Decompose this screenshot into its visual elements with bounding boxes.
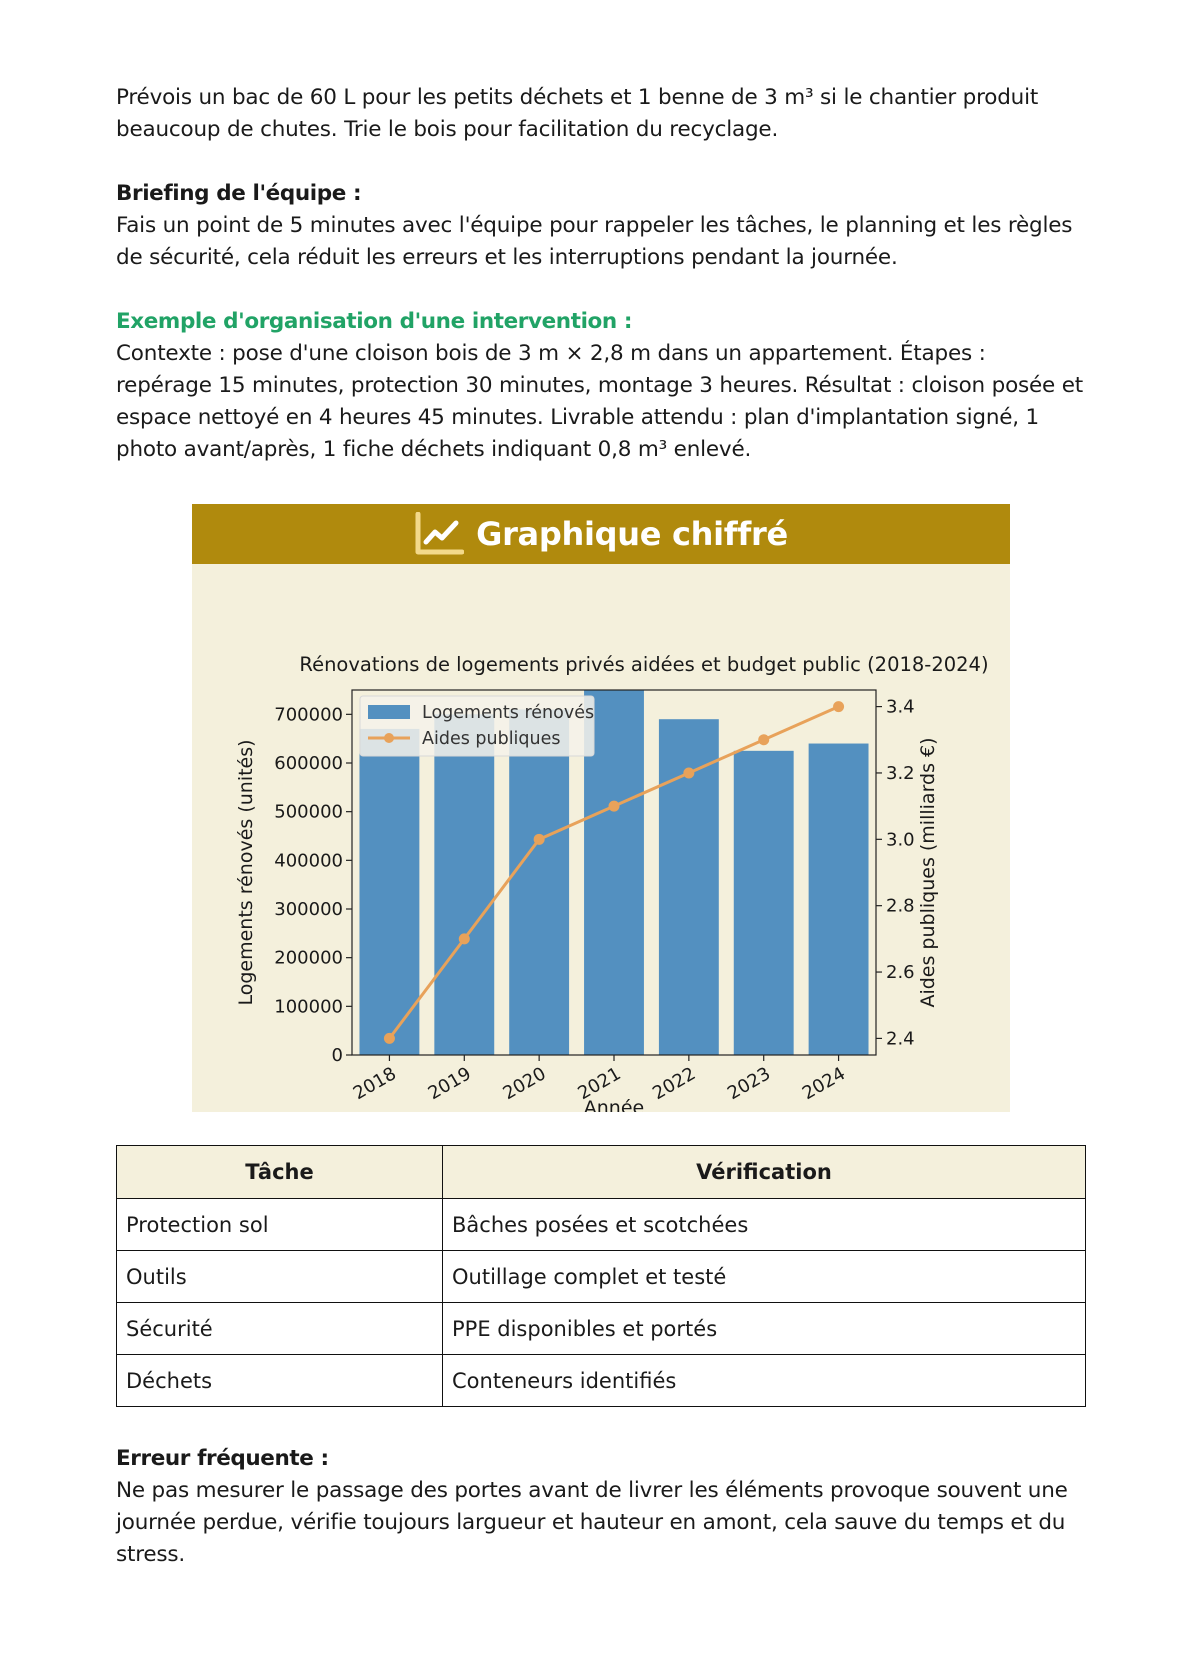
legend-swatch-bars bbox=[368, 705, 410, 719]
y2-tick-label: 3.2 bbox=[886, 762, 915, 784]
bar-2019 bbox=[434, 714, 494, 1055]
example-title: Exemple d'organisation d'une intervention : bbox=[116, 309, 633, 334]
point-2021 bbox=[609, 801, 620, 812]
table-cell-verification: Conteneurs identifiés bbox=[443, 1355, 1086, 1407]
table-row bbox=[117, 1251, 1086, 1303]
point-2022 bbox=[683, 767, 694, 778]
x-axis-label: Année bbox=[583, 1097, 645, 1112]
briefing-text: Fais un point de 5 minutes avec l'équipe pour rappeler les tâches, le planning et les règles de sécurité, cela réduit les erreurs et les interruptions pendant la journée. bbox=[116, 213, 1073, 270]
y2-tick-label: 2.6 bbox=[886, 962, 915, 984]
legend-label-line: Aides publiques bbox=[422, 729, 561, 749]
line-chart-icon bbox=[414, 512, 464, 556]
table-cell-verification: Outillage complet et testé bbox=[443, 1251, 1086, 1303]
table-cell-task: Protection sol bbox=[117, 1199, 443, 1251]
y-axis-label: Logements rénovés (unités) bbox=[235, 739, 257, 1006]
chart-title: Rénovations de logements privés aidées et budget public (2018-2024) bbox=[299, 653, 989, 676]
y-tick-label: 400000 bbox=[274, 850, 343, 872]
table-cell-task: Sécurité bbox=[117, 1303, 443, 1355]
table-header-verification: Vérification bbox=[443, 1146, 1086, 1199]
briefing-title: Briefing de l'équipe : bbox=[116, 181, 362, 206]
point-2024 bbox=[833, 701, 844, 712]
bar-2024 bbox=[809, 744, 869, 1055]
legend-swatch-marker bbox=[384, 733, 394, 743]
y2-tick-label: 2.4 bbox=[886, 1028, 915, 1050]
y-tick-label: 0 bbox=[331, 1045, 343, 1066]
error-title: Erreur fréquente : bbox=[116, 1446, 329, 1471]
chart-header-title: Graphique chiffré bbox=[476, 515, 788, 553]
y-tick-label: 300000 bbox=[274, 899, 343, 920]
chart-panel bbox=[192, 504, 1010, 1112]
table-cell-task: Déchets bbox=[117, 1355, 443, 1407]
chart bbox=[192, 564, 1010, 1112]
y2-tick-label: 3.0 bbox=[886, 829, 915, 851]
intro-paragraph: Prévois un bac de 60 L pour les petits déchets et 1 benne de 3 m³ si le chantier produit beaucoup de chutes. Trie le bois pour facilitation du recyclage. bbox=[116, 85, 1039, 142]
checklist-table bbox=[116, 1145, 1086, 1407]
table-row bbox=[117, 1303, 1086, 1355]
y2-tick-label: 2.8 bbox=[886, 895, 915, 917]
y2-tick-label: 3.4 bbox=[886, 696, 915, 718]
x-tick-label: 2024 bbox=[798, 1063, 850, 1105]
bar-2020 bbox=[509, 709, 569, 1055]
x-tick-label: 2020 bbox=[499, 1063, 550, 1105]
y-tick-label: 100000 bbox=[274, 996, 343, 1018]
bar-2018 bbox=[359, 729, 419, 1055]
legend-label-bars: Logements rénovés bbox=[422, 703, 595, 723]
error-section bbox=[116, 1443, 1086, 1571]
x-tick-label: 2022 bbox=[649, 1063, 700, 1105]
chart-header bbox=[192, 504, 1010, 564]
table-row bbox=[117, 1355, 1086, 1407]
table-cell-task: Outils bbox=[117, 1251, 443, 1303]
x-tick-label: 2019 bbox=[424, 1063, 475, 1105]
document-body bbox=[116, 82, 1086, 466]
error-text: Ne pas mesurer le passage des portes avant de livrer les éléments provoque souvent une journée perdue, vérifie toujours largueur et hauteur en amont, cela sauve du temps et du stress. bbox=[116, 1478, 1068, 1567]
y2-axis-label: Aides publiques (milliards €) bbox=[917, 737, 939, 1008]
example-text: Contexte : pose d'une cloison bois de 3 m × 2,8 m dans un appartement. Étapes : repérage 15 minutes, protection 30 minutes, montage 3 heures. Résultat : cloison posée et espace nettoyé en 4 heures 45 minutes. Livrable attendu : plan d'implantation signé, 1 photo avant/après, 1 fiche déchets indiquant 0,8 m³ enlevé. bbox=[116, 341, 1083, 462]
point-2020 bbox=[534, 834, 545, 845]
point-2023 bbox=[758, 734, 769, 745]
y-tick-label: 200000 bbox=[274, 947, 343, 969]
x-tick-label: 2021 bbox=[574, 1063, 625, 1105]
x-tick-label: 2023 bbox=[724, 1063, 775, 1105]
table-row bbox=[117, 1199, 1086, 1251]
y-tick-label: 600000 bbox=[274, 753, 343, 774]
table-header-row bbox=[117, 1146, 1086, 1199]
x-tick-label: 2018 bbox=[349, 1063, 400, 1105]
bar-2023 bbox=[734, 751, 794, 1055]
y-tick-label: 500000 bbox=[274, 801, 343, 823]
point-2019 bbox=[459, 933, 470, 944]
table-header-task: Tâche bbox=[117, 1146, 443, 1199]
table-cell-verification: Bâches posées et scotchées bbox=[443, 1199, 1086, 1251]
y-tick-label: 700000 bbox=[274, 704, 343, 726]
point-2018 bbox=[384, 1033, 395, 1044]
table-cell-verification: PPE disponibles et portés bbox=[443, 1303, 1086, 1355]
